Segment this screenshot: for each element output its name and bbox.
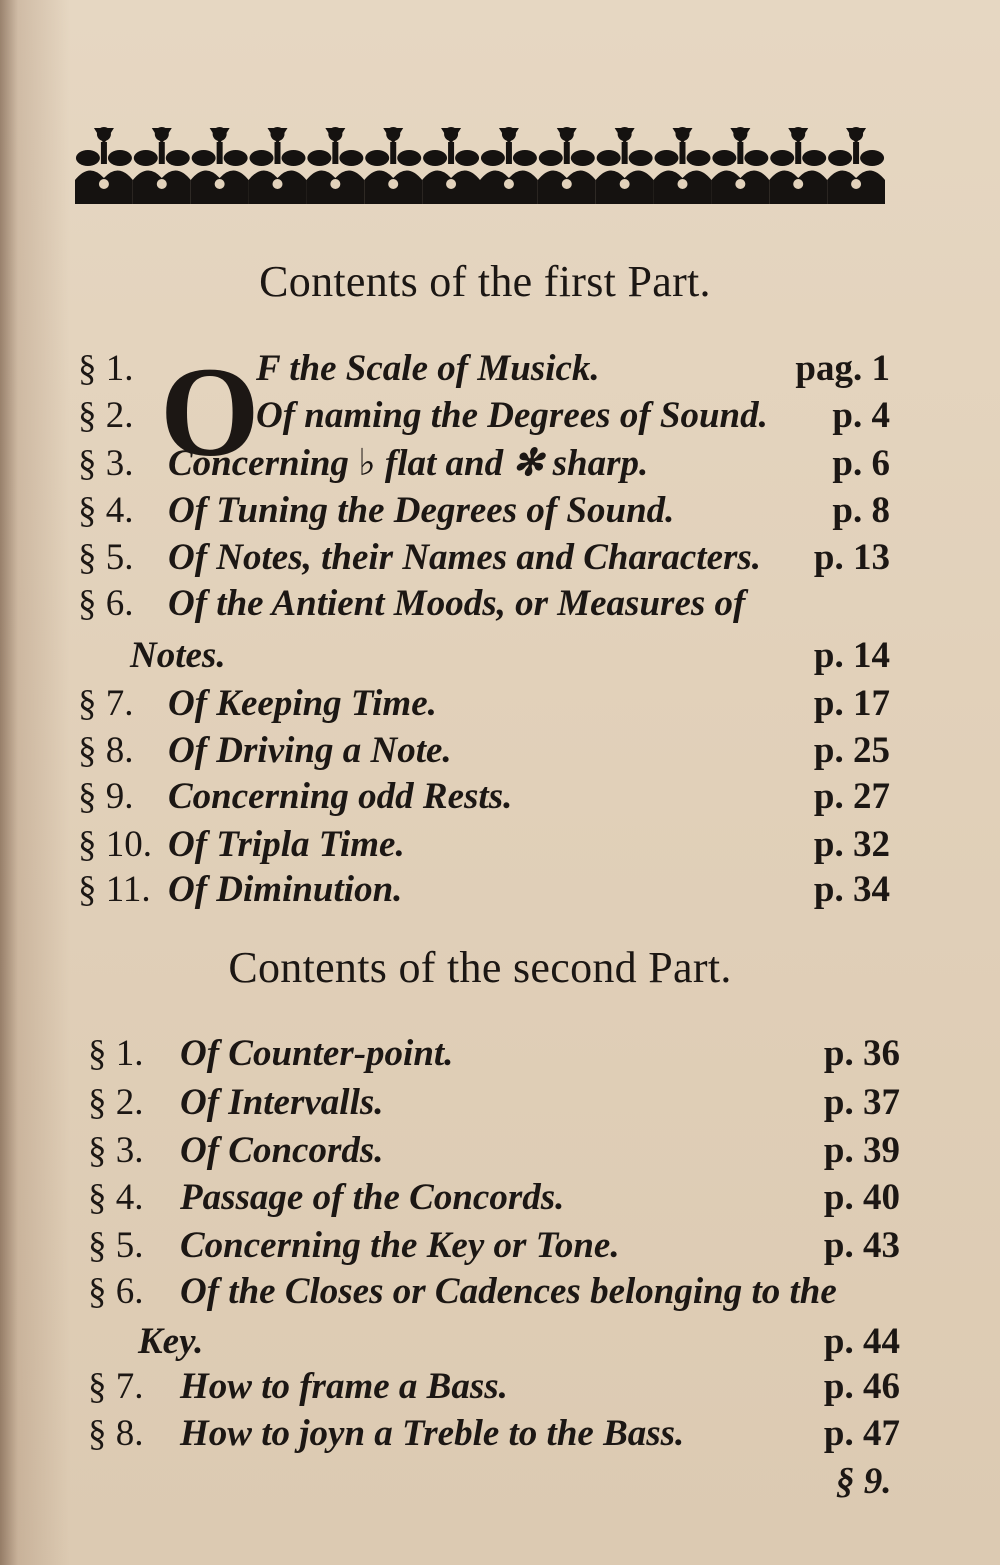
contents-entry: [88, 1318, 900, 1366]
section-number: § 10.: [78, 824, 152, 865]
section-number: § 6.: [88, 1271, 144, 1312]
contents-entry: [78, 632, 890, 680]
ornament-flower-unit: [769, 127, 827, 204]
page-reference: p. 8: [832, 490, 890, 531]
section-title: Concerning odd Rests.: [168, 776, 513, 817]
page-reference: p. 14: [813, 635, 890, 676]
section-number: § 6.: [78, 583, 134, 624]
page-reference: p. 25: [813, 730, 890, 771]
section-number: § 2.: [88, 1082, 144, 1123]
section-title: Concerning ♭ flat and ✻ sharp.: [168, 443, 649, 484]
contents-entry: [78, 580, 890, 628]
contents-entry: [78, 680, 890, 728]
section-title: How to joyn a Treble to the Bass.: [180, 1413, 685, 1454]
page-reference: p. 47: [823, 1413, 900, 1454]
part1-heading: Contents of the first Part.: [259, 257, 711, 306]
contents-entry: [88, 1174, 900, 1222]
drop-cap: O: [160, 341, 260, 483]
section-title: Of Tuning the Degrees of Sound.: [168, 490, 675, 531]
page-reference: p. 13: [813, 537, 890, 578]
contents-entry: [78, 487, 890, 535]
ornament-flower-unit: [364, 127, 422, 204]
ornament-flower-unit: [596, 127, 654, 204]
page-reference: p. 39: [823, 1130, 900, 1171]
section-title: Of the Closes or Cadences belonging to the: [180, 1271, 837, 1312]
section-number: § 5.: [78, 537, 134, 578]
page-reference: p. 46: [823, 1366, 900, 1407]
contents-entry: [78, 534, 890, 582]
contents-entry: [78, 345, 890, 393]
page-reference: p. 4: [832, 395, 890, 436]
catchword-text: § 9.: [836, 1461, 892, 1502]
ornament-flower-unit: [538, 127, 596, 204]
ornament-flower-unit: [654, 127, 712, 204]
ornament-flower-unit: [133, 127, 191, 204]
section-number: § 5.: [88, 1225, 144, 1266]
page-reference: p. 34: [813, 869, 890, 910]
section-title: How to frame a Bass.: [180, 1366, 508, 1407]
contents-entry: [78, 440, 890, 488]
page-reference: p. 32: [813, 824, 890, 865]
ornament-flower-unit: [480, 127, 538, 204]
section-title: Of Concords.: [180, 1130, 384, 1171]
section-number: § 7.: [78, 683, 134, 724]
section-number: § 3.: [78, 443, 134, 484]
ornament-flower-unit: [249, 127, 307, 204]
contents-entry: [88, 1410, 900, 1458]
section-number: § 3.: [88, 1130, 144, 1171]
ornament-flower-unit: [711, 127, 769, 204]
ornamental-header-band: [75, 118, 885, 210]
contents-entry: [78, 866, 890, 914]
section-number: § 8.: [88, 1413, 144, 1454]
ornament-flower-unit: [422, 127, 480, 204]
section-title: Of Keeping Time.: [168, 683, 437, 724]
page-reference: p. 27: [813, 776, 890, 817]
page-reference: p. 43: [823, 1225, 900, 1266]
section-title: Notes.: [130, 635, 226, 676]
section-title: Of the Antient Moods, or Measures of: [168, 583, 746, 624]
section-title: Of Notes, their Names and Characters.: [168, 537, 762, 578]
section-title: Passage of the Concords.: [180, 1177, 565, 1218]
section-title: Of Diminution.: [168, 869, 403, 910]
section-title: Concerning the Key or Tone.: [180, 1225, 620, 1266]
contents-entry: [88, 1127, 900, 1175]
section-number: § 2.: [78, 395, 134, 436]
section-number: § 7.: [88, 1366, 144, 1407]
ornament-flower-unit: [827, 127, 885, 204]
section-title: Key.: [138, 1321, 204, 1362]
section-number: § 9.: [78, 776, 134, 817]
contents-entry: [78, 727, 890, 775]
ornament-flower-unit: [75, 127, 133, 204]
contents-entry: [88, 1222, 900, 1270]
contents-entry: [88, 1363, 900, 1411]
page-reference: p. 17: [813, 683, 890, 724]
contents-entry: [88, 1030, 900, 1078]
section-number: § 1.: [78, 348, 134, 389]
contents-entry: [78, 392, 890, 440]
ornament-flower-unit: [191, 127, 249, 204]
section-title: Of naming the Degrees of Sound.: [256, 395, 768, 436]
part2-heading: Contents of the second Part.: [228, 943, 732, 992]
page-reference: p. 44: [823, 1321, 900, 1362]
section-title: Of Intervalls.: [180, 1082, 384, 1123]
section-number: § 4.: [88, 1177, 144, 1218]
page-reference: pag. 1: [795, 348, 890, 389]
page-reference: p. 36: [823, 1033, 900, 1074]
section-title: Of Counter-point.: [180, 1033, 454, 1074]
page-reference: p. 40: [823, 1177, 900, 1218]
section-number: § 4.: [78, 490, 134, 531]
section-number: § 1.: [88, 1033, 144, 1074]
page-reference: p. 37: [823, 1082, 900, 1123]
section-title: F the Scale of Musick.: [256, 348, 600, 389]
ornament-flower-unit: [306, 127, 364, 204]
contents-entry: [78, 821, 890, 869]
section-number: § 8.: [78, 730, 134, 771]
section-title: Of Tripla Time.: [168, 824, 405, 865]
page-reference: p. 6: [832, 443, 890, 484]
section-title: Of Driving a Note.: [168, 730, 452, 771]
contents-entry: [88, 1268, 900, 1316]
contents-entry: [78, 773, 890, 821]
contents-entry: [88, 1079, 900, 1127]
section-number: § 11.: [78, 869, 151, 910]
